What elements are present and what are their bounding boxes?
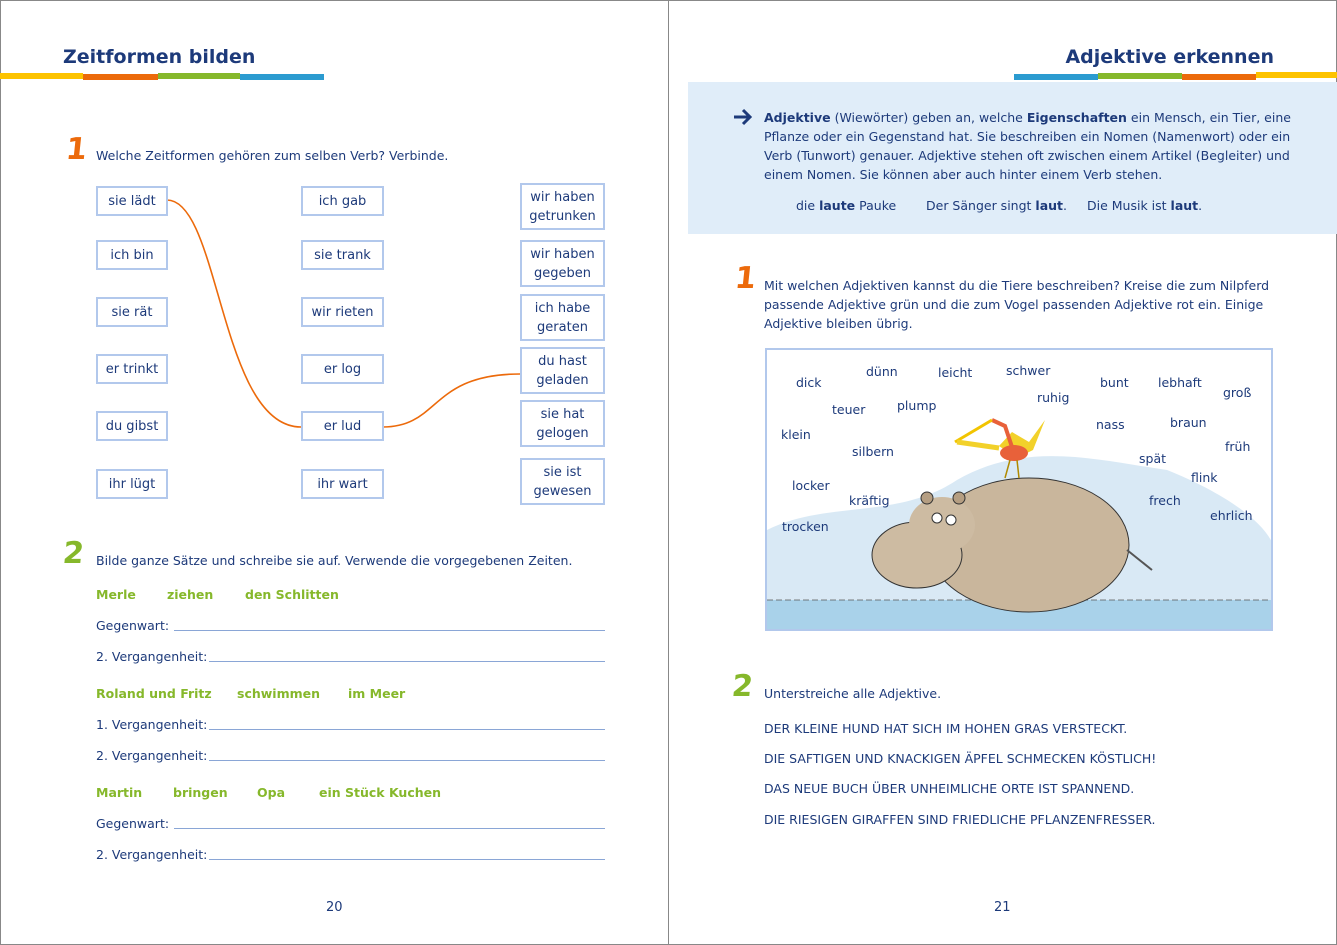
color-bar-blue <box>1014 74 1098 80</box>
tense-label: 2. Vergangenheit: <box>96 649 208 664</box>
example-bold: laute <box>819 198 856 213</box>
task-instruction: Bilde ganze Sätze und schreibe sie auf. Verwende die vorgegebenen Zeiten. <box>96 553 573 568</box>
example <box>1087 198 1202 213</box>
example-text: Die Musik ist <box>1087 198 1171 213</box>
verb-box[interactable]: du gibst <box>96 411 168 441</box>
adjective-word[interactable]: ruhig <box>1037 390 1070 405</box>
given-word: Roland und Fritz <box>96 686 212 701</box>
box-line: wir haben <box>530 246 595 262</box>
box-line: ich habe <box>534 300 591 316</box>
info-line: einem Nomen. Sie können aber auch hinter einem Verb stehen. <box>764 167 1163 182</box>
box-line: geladen <box>536 372 589 388</box>
verb-box[interactable] <box>520 347 605 394</box>
given-word: Merle <box>96 587 136 602</box>
box-line: du hast <box>538 353 587 369</box>
box-line: wir haben <box>530 189 595 205</box>
hippo-bird-illustration <box>767 350 1273 631</box>
given-word: den Schlitten <box>245 587 339 602</box>
given-word: im Meer <box>348 686 406 701</box>
verb-box[interactable]: er lud <box>301 411 384 441</box>
page-number-right: 21 <box>994 900 1011 915</box>
connection-line <box>383 374 520 427</box>
adjective-word[interactable]: braun <box>1170 415 1207 430</box>
box-line: geraten <box>537 319 588 335</box>
sentence[interactable]: DAS NEUE BUCH ÜBER UNHEIMLICHE ORTE IST SPANNEND. <box>764 781 1135 796</box>
example-bold: laut <box>1035 198 1064 213</box>
example-bold: laut <box>1170 198 1199 213</box>
verb-box[interactable]: sie trank <box>301 240 384 270</box>
tense-label: 1. Vergangenheit: <box>96 717 208 732</box>
task-number: 1 <box>64 132 89 167</box>
write-line[interactable] <box>174 630 605 631</box>
tense-label: Gegenwart: <box>96 816 170 831</box>
box-line: gegeben <box>534 265 591 281</box>
verb-box[interactable] <box>520 294 605 341</box>
sentence[interactable]: DIE SAFTIGEN UND KNACKIGEN ÄPFEL SCHMECKEN KÖSTLICH! <box>764 751 1157 766</box>
adjective-word[interactable]: groß <box>1223 385 1252 400</box>
given-word: Opa <box>257 785 286 800</box>
verb-box[interactable]: ihr wart <box>301 469 384 499</box>
info-text: ein Mensch, ein Tier, eine <box>1126 110 1291 125</box>
verb-box[interactable]: ihr lügt <box>96 469 168 499</box>
task-number: 2 <box>730 669 755 704</box>
page-number-left: 20 <box>326 900 343 915</box>
task-instruction: Unterstreiche alle Adjektive. <box>764 686 942 701</box>
adjective-word[interactable]: teuer <box>832 402 866 417</box>
adjective-word[interactable]: dünn <box>866 364 898 379</box>
tense-label: 2. Vergangenheit: <box>96 748 208 763</box>
color-bar-yellow <box>1256 72 1337 78</box>
adjective-word[interactable]: flink <box>1191 470 1218 485</box>
write-line[interactable] <box>209 729 605 730</box>
example-text: Der Sänger singt <box>926 198 1036 213</box>
task-instruction: Mit welchen Adjektiven kannst du die Tiere beschreiben? Kreise die zum Nilpferd <box>764 278 1270 293</box>
adjective-word[interactable]: plump <box>897 398 937 413</box>
verb-box[interactable] <box>520 400 605 447</box>
page-title-left: Zeitformen bilden <box>63 46 256 68</box>
adjective-word[interactable]: schwer <box>1006 363 1051 378</box>
page-spine <box>668 0 669 945</box>
example-text: die <box>796 198 820 213</box>
adjective-word[interactable]: klein <box>781 427 811 442</box>
tense-label: 2. Vergangenheit: <box>96 847 208 862</box>
box-line: getrunken <box>529 208 596 224</box>
adjective-word[interactable]: ehrlich <box>1210 508 1253 523</box>
adjective-word[interactable]: lebhaft <box>1158 375 1202 390</box>
given-word: Martin <box>96 785 143 800</box>
sentence[interactable]: DIE RIESIGEN GIRAFFEN SIND FRIEDLICHE PFLANZENFRESSER. <box>764 812 1156 827</box>
given-word: ziehen <box>167 587 214 602</box>
verb-box[interactable] <box>520 458 605 505</box>
color-bar-green <box>1098 73 1182 79</box>
info-line: Verb (Tunwort) genauer. Adjektive stehen oft zwischen einem Artikel (Begleiter) und <box>764 148 1290 163</box>
adjective-word[interactable]: trocken <box>782 519 829 534</box>
verb-box[interactable] <box>520 183 605 230</box>
adjective-word[interactable]: locker <box>792 478 830 493</box>
box-line: gewesen <box>533 483 592 499</box>
given-word: ein Stück Kuchen <box>319 785 442 800</box>
write-line[interactable] <box>174 828 605 829</box>
verb-box[interactable]: sie lädt <box>96 186 168 216</box>
example <box>796 198 896 213</box>
bold-term: Adjektive <box>764 110 831 125</box>
info-line: Pflanze oder ein Gegenstand hat. Sie beschreiben ein Nomen (Namenwort) oder ein <box>764 129 1291 144</box>
example-text: . <box>1063 198 1067 213</box>
task-instruction: Welche Zeitformen gehören zum selben Verb? Verbinde. <box>96 148 449 163</box>
write-line[interactable] <box>209 859 605 860</box>
color-bar-orange <box>1182 74 1256 80</box>
task-instruction: Adjektive bleiben übrig. <box>764 316 913 331</box>
connection-line <box>167 200 301 427</box>
page-title-right: Adjektive erkennen <box>1065 46 1274 68</box>
verb-box[interactable]: wir rieten <box>301 297 384 327</box>
box-line: sie hat <box>540 406 585 422</box>
adjective-word[interactable]: leicht <box>938 365 973 380</box>
adjective-word[interactable]: frech <box>1149 493 1181 508</box>
task-number: 1 <box>733 261 758 296</box>
adjective-word[interactable]: silbern <box>852 444 894 459</box>
verb-box[interactable]: er log <box>301 354 384 384</box>
verb-box[interactable]: ich bin <box>96 240 168 270</box>
box-line: sie ist <box>543 464 582 480</box>
verb-box[interactable] <box>520 240 605 287</box>
example <box>926 198 1067 213</box>
info-text: (Wiewörter) geben an, welche <box>830 110 1027 125</box>
verb-box[interactable]: sie rät <box>96 297 168 327</box>
illustration-panel <box>765 348 1273 631</box>
arrow-right-icon <box>732 108 754 126</box>
bold-term: Eigenschaften <box>1026 110 1127 125</box>
write-line[interactable] <box>209 760 605 761</box>
task-number: 2 <box>61 536 86 571</box>
sentence[interactable]: DER KLEINE HUND HAT SICH IM HOHEN GRAS VERSTECKT. <box>764 721 1128 736</box>
task-instruction: passende Adjektive grün und die zum Vogel passenden Adjektive rot ein. Einige <box>764 297 1264 312</box>
adjective-word[interactable]: nass <box>1096 417 1125 432</box>
adjective-word[interactable]: bunt <box>1100 375 1129 390</box>
tense-label: Gegenwart: <box>96 618 170 633</box>
verb-box[interactable]: er trinkt <box>96 354 168 384</box>
info-line <box>764 110 1291 125</box>
given-word: schwimmen <box>237 686 321 701</box>
example-text: Pauke <box>855 198 897 213</box>
given-word: bringen <box>173 785 228 800</box>
example-text: . <box>1198 198 1203 213</box>
adjective-word[interactable]: früh <box>1225 439 1251 454</box>
adjective-word[interactable]: spät <box>1139 451 1167 466</box>
adjective-word[interactable]: kräftig <box>849 493 890 508</box>
write-line[interactable] <box>209 661 605 662</box>
adjective-word[interactable]: dick <box>796 375 822 390</box>
box-line: gelogen <box>536 425 589 441</box>
verb-box[interactable]: ich gab <box>301 186 384 216</box>
